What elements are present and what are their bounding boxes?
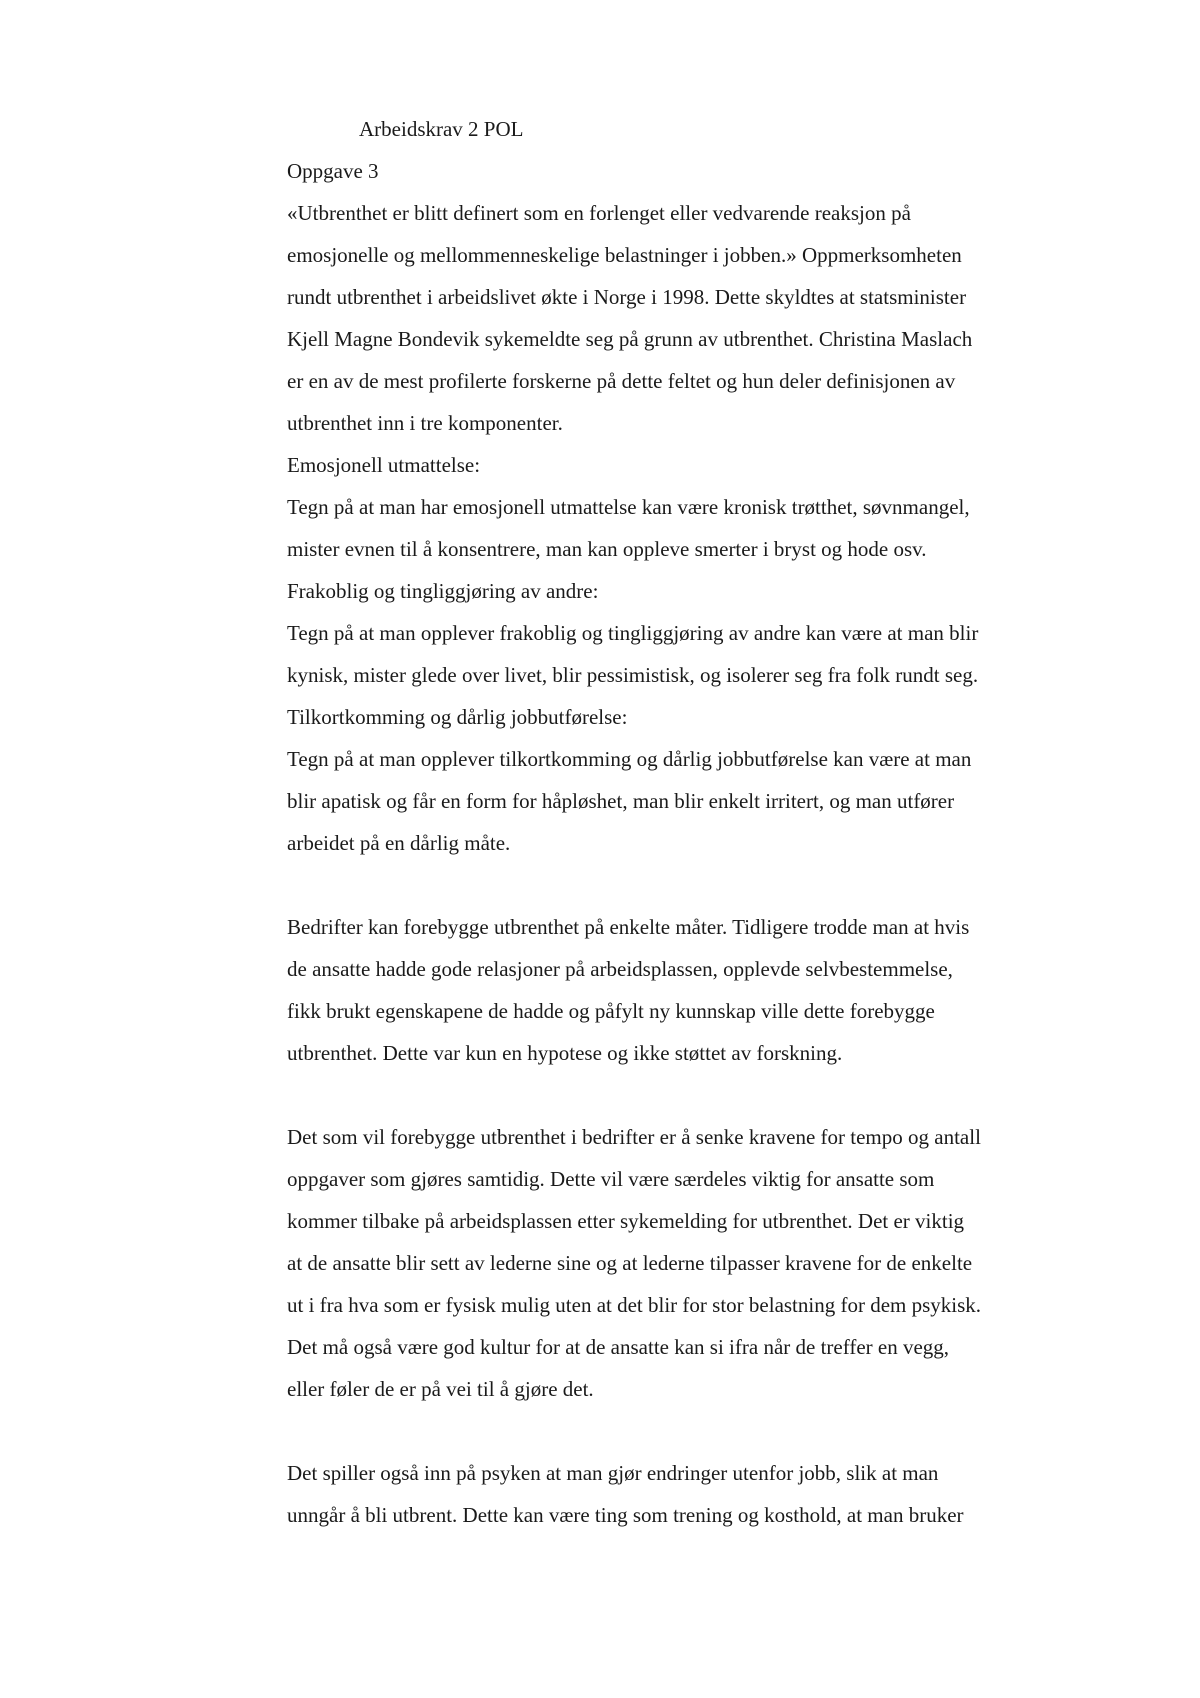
prevention-paragraph — [287, 906, 1107, 1074]
text-line: unngår å bli utbrent. Dette kan være ting som trening og kosthold, at man bruker — [287, 1503, 964, 1527]
text-line: emosjonelle og mellommenneskelige belastninger i jobben.» Oppmerksomheten — [287, 243, 962, 267]
text-line: arbeidet på en dårlig måte. — [287, 831, 511, 855]
text-line: rundt utbrenthet i arbeidslivet økte i Norge i 1998. Dette skyldtes at statsminister — [287, 285, 967, 309]
text-line: Det spiller også inn på psyken at man gjør endringer utenfor jobb, slik at man — [287, 1461, 939, 1485]
text-line: fikk brukt egenskapene de hadde og påfylt ny kunnskap ville dette forebygge — [287, 999, 935, 1023]
text-line: Tegn på at man har emosjonell utmattelse kan være kronisk trøtthet, søvnmangel, — [287, 495, 970, 519]
text-line: Det som vil forebygge utbrenthet i bedrifter er å senke kravene for tempo og antall — [287, 1125, 981, 1149]
text-line: Kjell Magne Bondevik sykemeldte seg på grunn av utbrenthet. Christina Maslach — [287, 327, 973, 351]
text-line: utbrenthet inn i tre komponenter. — [287, 411, 563, 435]
document-body — [287, 108, 1107, 1536]
text-line: Bedrifter kan forebygge utbrenthet på enkelte måter. Tidligere trodde man at hvis — [287, 915, 970, 939]
component-description-depersonalization — [287, 612, 1107, 696]
component-heading-inadequacy: Tilkortkomming og dårlig jobbutførelse: — [287, 705, 628, 729]
text-line: mister evnen til å konsentrere, man kan oppleve smerter i bryst og hode osv. — [287, 537, 927, 561]
component-heading-emotional-exhaustion: Emosjonell utmattelse: — [287, 453, 481, 477]
text-line: er en av de mest profilerte forskerne på dette feltet og hun deler definisjonen av — [287, 369, 956, 393]
text-line: at de ansatte blir sett av lederne sine og at lederne tilpasser kravene for de enkelte — [287, 1251, 973, 1275]
paragraph-spacer — [287, 1410, 1107, 1452]
paragraph-spacer — [287, 864, 1107, 906]
text-line: eller føler de er på vei til å gjøre det. — [287, 1377, 594, 1401]
text-line: ut i fra hva som er fysisk mulig uten at det blir for stor belastning for dem psykisk. — [287, 1293, 982, 1317]
task-heading: Oppgave 3 — [287, 159, 379, 183]
component-heading-depersonalization: Frakoblig og tingliggjøring av andre: — [287, 579, 599, 603]
document-title: Arbeidskrav 2 POL — [359, 117, 524, 141]
paragraph-spacer — [287, 1074, 1107, 1116]
text-line: Tegn på at man opplever tilkortkomming og dårlig jobbutførelse kan være at man — [287, 747, 972, 771]
text-line: Tegn på at man opplever frakoblig og tingliggjøring av andre kan være at man blir — [287, 621, 979, 645]
intro-paragraph — [287, 192, 1107, 444]
workload-paragraph — [287, 1116, 1107, 1410]
component-description-emotional-exhaustion — [287, 486, 1107, 570]
text-line: kommer tilbake på arbeidsplassen etter sykemelding for utbrenthet. Det er viktig — [287, 1209, 965, 1233]
text-line: kynisk, mister glede over livet, blir pessimistisk, og isolerer seg fra folk rundt seg. — [287, 663, 979, 687]
text-line: Det må også være god kultur for at de ansatte kan si ifra når de treffer en vegg, — [287, 1335, 950, 1359]
text-line: oppgaver som gjøres samtidig. Dette vil være særdeles viktig for ansatte som — [287, 1167, 935, 1191]
component-description-inadequacy — [287, 738, 1107, 864]
text-line: «Utbrenthet er blitt definert som en forlenget eller vedvarende reaksjon på — [287, 201, 911, 225]
text-line: blir apatisk og får en form for håpløshet, man blir enkelt irritert, og man utfører — [287, 789, 955, 813]
text-line: de ansatte hadde gode relasjoner på arbeidsplassen, opplevde selvbestemmelse, — [287, 957, 953, 981]
text-line: utbrenthet. Dette var kun en hypotese og ikke støttet av forskning. — [287, 1041, 843, 1065]
lifestyle-paragraph — [287, 1452, 1107, 1536]
